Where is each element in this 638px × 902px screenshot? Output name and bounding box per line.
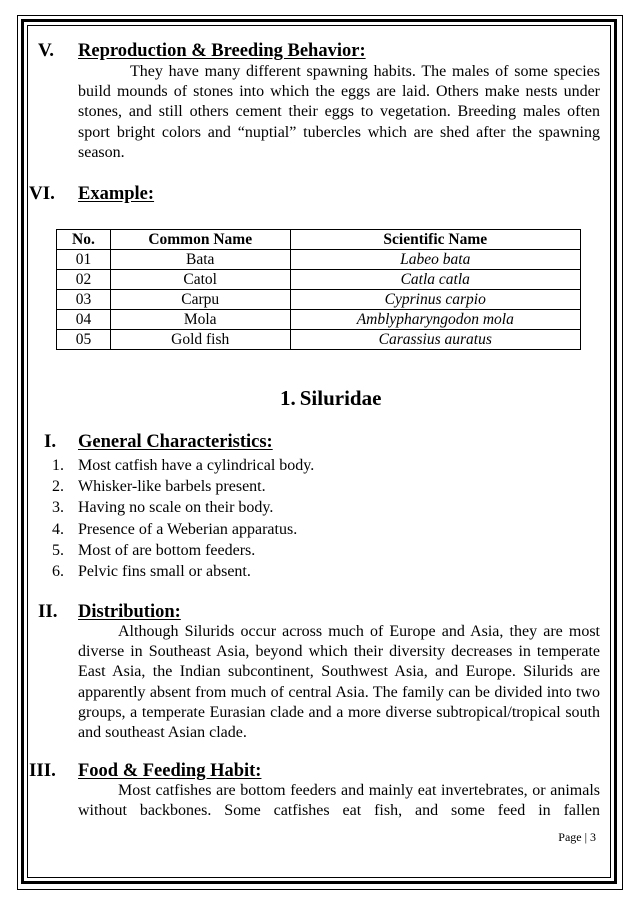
table-row [57, 250, 581, 270]
cell-scientific-name: Carassius auratus [290, 330, 580, 350]
section-5-paragraph [78, 62, 600, 163]
cell-no: 01 [57, 250, 111, 270]
section-6-numeral: VI. [29, 183, 55, 204]
cell-common-name: Gold fish [110, 330, 290, 350]
list-item-text: Most catfish have a cylindrical body. [78, 457, 315, 474]
cell-common-name: Catol [110, 270, 290, 290]
food-numeral: III. [29, 760, 56, 781]
family-number: 1. [280, 386, 296, 410]
family-heading [280, 385, 381, 411]
section-5-title: Reproduction & Breeding Behavior: [78, 41, 366, 61]
list-item [52, 497, 314, 518]
list-item [52, 519, 314, 540]
cell-no: 03 [57, 290, 111, 310]
food-paragraph [78, 781, 600, 821]
section-6-title: Example: [78, 184, 155, 204]
list-item-text: Whisker-like barbels present. [78, 478, 266, 496]
header-no: No. [57, 230, 111, 250]
general-numeral: I. [44, 431, 57, 452]
list-item [52, 476, 314, 497]
food-body: Most catfishes are bottom feeders and mainly eat invertebrates, or animals without backbones. Some catfishes eat fish, and some feed in fallen [78, 782, 600, 820]
distribution-body: Although Silurids occur across much of Europe and Asia, they are most diverse in Southeast Asia, beyond which their diversity decreases in temperate East Asia, the Indian subcontinent, Southwest Asia, and Europe. Silurids are apparently absent from much of central Asia. The family can be divided into two groups, a temperate Eurasian clade and a more diverse subtropical/tropical south and southeast Asian clade. [78, 623, 600, 742]
table-row [57, 270, 581, 290]
list-item [52, 540, 314, 561]
distribution-paragraph [78, 622, 600, 743]
cell-common-name: Carpu [110, 290, 290, 310]
table-row [57, 290, 581, 310]
cell-common-name: Mola [110, 310, 290, 330]
cell-scientific-name: Catla catla [290, 270, 580, 290]
general-title: General Characteristics: [78, 432, 273, 452]
table-row [57, 310, 581, 330]
cell-no: 02 [57, 270, 111, 290]
cell-no: 05 [57, 330, 111, 350]
page-number: Page | 3 [558, 830, 596, 844]
characteristics-list [52, 455, 314, 582]
table-header-row [57, 230, 581, 250]
list-item [52, 455, 314, 476]
list-item-text: Pelvic fins small or absent. [78, 562, 251, 580]
species-table [56, 229, 581, 350]
list-item-number: 2. [52, 478, 64, 496]
header-common-name: Common Name [110, 230, 290, 250]
table-row [57, 330, 581, 350]
list-item-number: 6. [52, 562, 64, 580]
cell-no: 04 [57, 310, 111, 330]
list-item-text: Having no scale on their body. [78, 499, 274, 517]
section-5-numeral: V. [38, 40, 55, 61]
section-5-body: They have many different spawning habits. The males of some species build mounds of stones into which the eggs are laid. Others make nests under stones, and still others cement their eggs to vegetation. Breeding males often sport bright colors and “nuptial” tubercles which are shed after the spawning season. [78, 63, 600, 161]
distribution-title: Distribution: [78, 602, 181, 622]
distribution-numeral: II. [38, 601, 58, 622]
cell-scientific-name: Amblypharyngodon mola [290, 310, 580, 330]
list-item-text: Presence of a Weberian apparatus. [78, 520, 298, 538]
list-item [52, 561, 314, 582]
cell-scientific-name: Labeo bata [290, 250, 580, 270]
cell-common-name: Bata [110, 250, 290, 270]
list-item-text: Most of are bottom feeders. [78, 541, 256, 559]
family-name: Siluridae [299, 386, 382, 410]
cell-scientific-name: Cyprinus carpio [290, 290, 580, 310]
list-item-number: 4. [52, 520, 64, 538]
list-item-number: 5. [52, 541, 64, 559]
list-item-number: 1. [52, 457, 64, 474]
header-scientific-name: Scientific Name [290, 230, 580, 250]
food-title: Food & Feeding Habit: [78, 761, 262, 781]
list-item-number: 3. [52, 499, 64, 517]
